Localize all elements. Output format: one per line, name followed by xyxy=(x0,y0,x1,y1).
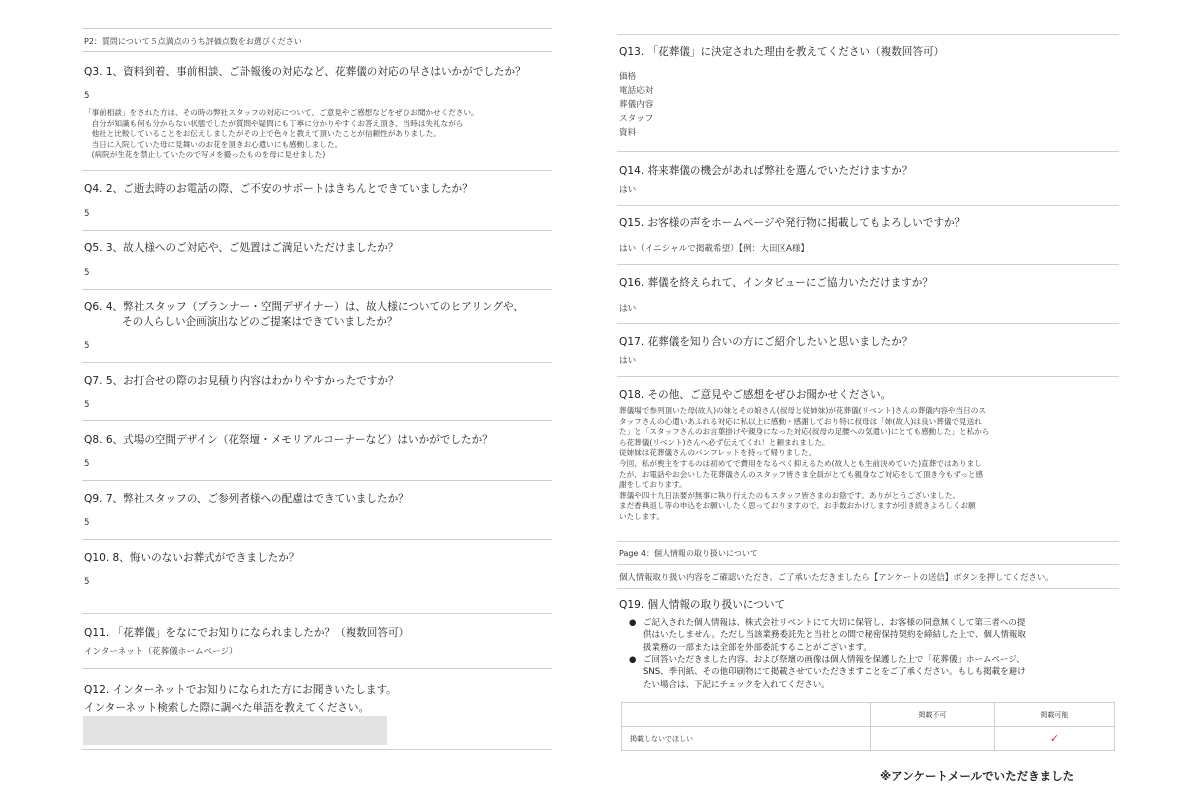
divider xyxy=(617,34,1119,35)
comment-line: 他社と比較していることをお伝えしましたがその上で色々と教えて頂いたことが信頼性がありました。 xyxy=(84,129,441,139)
q5-question: Q5. 3、故人様へのご対応や、ご処置はご満足いただけましたか？ xyxy=(84,242,399,254)
q10-score: 5 xyxy=(84,577,90,587)
comment-line: 従姉妹は花葬儀さんのパンフレットを持って帰りました。 xyxy=(619,448,817,458)
bullet-dot-icon: ● xyxy=(629,618,637,628)
q5-score: 5 xyxy=(84,268,90,278)
consent-table-blank-cell xyxy=(622,703,871,727)
comment-line: 葬儀場で参列頂いた母(故人)の妹とその娘さん(叔母と従姉妹)が花葬儀(リベント)さんの葬儀内容や当日のス xyxy=(619,406,986,415)
q19-bullet-2 xyxy=(629,654,1099,691)
q14-question: Q14. 将来葬儀の機会があれば弊社を選んでいただけますか？ xyxy=(619,165,913,177)
q8-score: 5 xyxy=(84,459,90,469)
bullet-line: 扱業務の一部または全部を外部委託することがございます。 xyxy=(643,642,872,653)
q15-question: Q15. お客様の声をホームページや発行物に掲載してもよろしいですか？ xyxy=(619,217,966,229)
q19-bullet-1 xyxy=(629,617,1099,654)
comment-line: (病院が生花を禁止していたので写メを撮ったものを母に見せました) xyxy=(84,150,326,160)
bullet-line: 供はいたしません。ただし当該業務委託先と当社との間で秘密保持契約を締結した上で、個人情報取 xyxy=(643,630,1026,641)
divider xyxy=(82,539,552,540)
consent-notice: 個人情報取り扱い内容をご確認いただき、ご了承いただきましたら【アンケートの送信】ボタンを押してください。 xyxy=(619,572,1054,582)
divider xyxy=(82,362,552,363)
bullet-line: SNS、季刊紙、その他印刷物にて掲載させていただきますことをご了承ください。もしも掲載を避け xyxy=(643,667,1026,678)
bullet-dot-icon: ● xyxy=(629,655,637,665)
divider xyxy=(82,51,552,52)
q13-answer-item: 電話応対 xyxy=(619,86,654,96)
comment-line: 今回、私が喪主をするのは初めてで費用をなるべく抑えるため(故人とも生前決めていた)直葬ではありまし xyxy=(619,458,982,468)
q11-question: Q11. 「花葬儀」をなにでお知りになられましたか？（複数回答可） xyxy=(84,627,410,639)
divider xyxy=(617,588,1119,589)
q13-answer-item: スタッフ xyxy=(619,114,654,124)
q16-question: Q16. 葬儀を終えられて、インタビューにご協力いただけますか？ xyxy=(619,277,933,289)
footnote: ※アンケートメールでいただきました xyxy=(880,769,1075,783)
q9-score: 5 xyxy=(84,518,90,528)
divider xyxy=(82,420,552,421)
page2-header: P2：質問について５点満点のうち評価点数をお選びください xyxy=(84,37,302,46)
comment-line: たが、お電話やお会いした花葬儀さんのスタッフ皆さま全員がとても親身なご対応をして頂き今もずっと感 xyxy=(619,469,984,479)
divider xyxy=(617,323,1119,324)
checkmark-icon: ✓ xyxy=(1049,732,1060,745)
comment-line: 当日に入院していた母に見舞いのお花を頂きお心遣いにも感動しました。 xyxy=(84,139,343,149)
q17-question: Q17. 花葬儀を知り合いの方にご紹介したいと思いましたか？ xyxy=(619,336,913,348)
q9-question: Q9. 7、弊社スタッフの、ご参列者様への配慮はできていましたか？ xyxy=(84,493,409,505)
consent-option-yes-cell[interactable] xyxy=(995,727,1115,751)
q3-comment xyxy=(84,108,479,161)
divider xyxy=(82,170,552,171)
q4-question: Q4. 2、ご逝去時のお電話の際、ご不安のサポートはきちんとできていましたか？ xyxy=(84,183,473,195)
q14-answer: はい xyxy=(619,185,637,195)
page4-header: Page 4：個人情報の取り扱いについて xyxy=(619,549,758,558)
comment-line: た」と「スタッフさんのお言葉掛けや親身になった対応(叔母の足腰への気遣い)にとても感動した」と私から xyxy=(619,427,990,437)
comment-line: 葬儀や四十九日法要が無事に執り行えたのもスタッフ皆さまのお陰です。ありがとうございました。 xyxy=(619,490,961,500)
q6-score: 5 xyxy=(84,341,90,351)
q13-answer-item: 葬儀内容 xyxy=(619,100,654,110)
q12-question: Q12. インターネットでお知りになられた方にお聞きいたします。 xyxy=(84,684,397,696)
comment-line: 謝をしております。 xyxy=(619,480,687,490)
consent-option-no-cell[interactable] xyxy=(871,727,995,751)
divider xyxy=(617,264,1119,265)
divider xyxy=(82,668,552,669)
divider xyxy=(82,28,552,29)
q13-answer-item: 資料 xyxy=(619,128,637,138)
comment-line: ら花葬儀(リベント)さんへ必ず伝えてくれ！と頼まれました。 xyxy=(619,437,830,447)
q7-score: 5 xyxy=(84,400,90,410)
q12-sub-question: インターネット検索した際に調べた単語を教えてください。 xyxy=(84,702,370,714)
q15-answer: はい（イニシャルで掲載希望）【例：大田区A様】 xyxy=(619,244,810,254)
q3-score: 5 xyxy=(84,91,90,101)
q13-answer-item: 価格 xyxy=(619,72,637,82)
comment-line: 「事前相談」をされた方は、その時の弊社スタッフの対応について、ご意見やご感想などをぜひお聞かせください。 xyxy=(84,108,479,117)
bullet-line: たい場合は、下記にチェックを入れてください。 xyxy=(643,679,830,690)
q3-question: Q3. 1、資料到着、事前相談、ご訃報後の対応など、花葬儀の対応の早さはいかがでしたか？ xyxy=(84,66,526,78)
q6-question-line2: その人らしい企画演出などのご提案はできていましたか？ xyxy=(122,316,398,328)
q17-answer: はい xyxy=(619,356,637,366)
comment-line: タッフさんの心遣いあふれる対応に私以上に感動・感謝しており特に叔母は「姉(故人)は良い葬儀で見送れ xyxy=(619,416,982,426)
comment-line: いたします。 xyxy=(619,511,664,521)
consent-table-row xyxy=(622,727,1115,751)
col-header-yes: 掲載可能 xyxy=(995,703,1115,727)
q13-answers xyxy=(619,70,653,140)
consent-row-label: 掲載しないでほしい xyxy=(622,727,871,751)
divider xyxy=(82,749,552,750)
bullet-line: ご記入された個人情報は、株式会社リベントにて大切に保管し、お客様の同意無くして第三者への提 xyxy=(643,618,1026,628)
divider xyxy=(617,151,1119,152)
q18-question: Q18. その他、ご意見やご感想をぜひお聞かせください。 xyxy=(619,389,892,401)
q7-question: Q7. 5、お打合せの際のお見積り内容はわかりやすかったですか？ xyxy=(84,375,399,387)
divider xyxy=(82,480,552,481)
q6-question-line1: Q6. 4、弊社スタッフ（プランナー・空間デザイナー）は、故人様についてのヒアリングや、 xyxy=(84,301,524,313)
q13-question: Q13. 「花葬儀」に決定された理由を教えてください（複数回答可） xyxy=(619,46,945,58)
q8-question: Q8. 6、式場の空間デザイン（花祭壇・メモリアルコーナーなど）はいかがでしたか？ xyxy=(84,434,493,446)
divider xyxy=(617,541,1119,542)
q4-score: 5 xyxy=(84,209,90,219)
divider xyxy=(82,613,552,614)
q12-answer-field[interactable] xyxy=(83,716,387,745)
divider xyxy=(82,289,552,290)
q16-answer: はい xyxy=(619,304,637,314)
comment-line: 自分が知識も何も分からない状態でしたが質問や疑問にも丁寧に分かりやすくお答え頂き、当時は失礼ながら xyxy=(84,118,464,128)
consent-table xyxy=(621,702,1115,751)
q18-comment xyxy=(619,406,989,523)
divider xyxy=(617,205,1119,206)
divider xyxy=(617,376,1119,377)
divider xyxy=(82,230,552,231)
consent-table-header xyxy=(622,703,1115,727)
bullet-line: ご回答いただきました内容、および祭壇の画像は個人情報を保護した上で「花葬儀」ホームページ、 xyxy=(643,655,1025,665)
q19-question: Q19. 個人情報の取り扱いについて xyxy=(619,599,786,611)
col-header-no: 掲載不可 xyxy=(871,703,995,727)
q10-question: Q10. 8、悔いのないお葬式ができましたか？ xyxy=(84,552,300,564)
comment-line: まだ香典返し等の申込をお願いしたく思っておりますので、お手数おかけしますが引き続きよろしくお願 xyxy=(619,501,976,511)
q11-answer: インターネット（花葬儀ホームページ） xyxy=(84,647,238,657)
divider xyxy=(617,564,1119,565)
